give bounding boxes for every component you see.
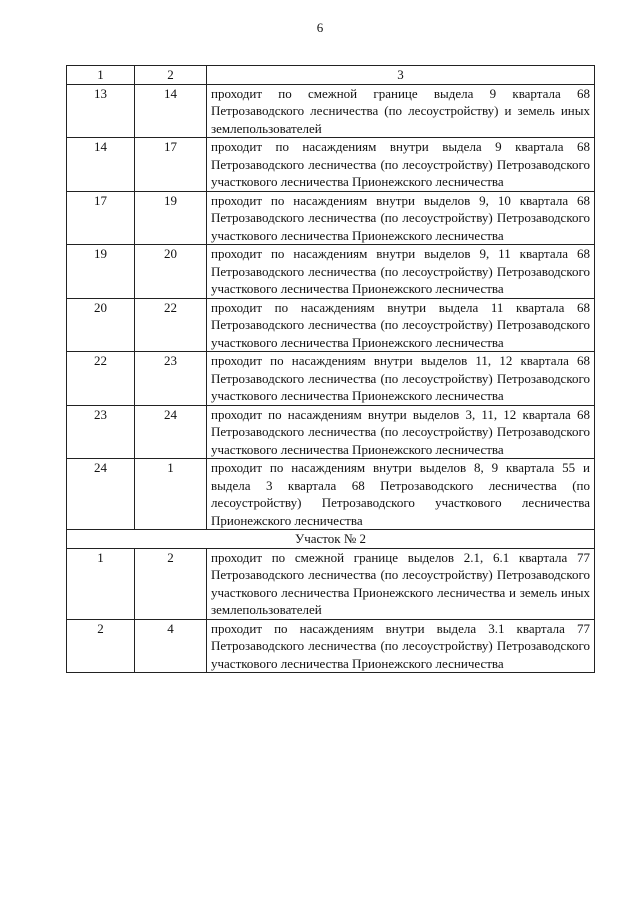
from-point: 20 xyxy=(67,298,135,352)
table-row xyxy=(67,548,595,619)
boundary-description: проходит по насаждениям внутри выдела 3.1 квартала 77 Петрозаводского лесничества (по лесоустройству) Петрозаводского участкового лесничества Прионежского лесничества xyxy=(207,619,595,673)
table-row xyxy=(67,619,595,673)
page-number: 6 xyxy=(316,20,324,35)
boundary-description: проходит по насаждениям внутри выдела 11 квартала 68 Петрозаводского лесничества (по лесоустройству) Петрозаводского участкового лесничества Прионежского лесничества xyxy=(207,298,595,352)
from-point: 22 xyxy=(67,352,135,406)
from-point: 1 xyxy=(67,548,135,619)
to-point: 4 xyxy=(135,619,207,673)
from-point: 2 xyxy=(67,619,135,673)
table-row xyxy=(67,405,595,459)
to-point: 19 xyxy=(135,191,207,245)
table-header-row xyxy=(67,66,595,85)
boundary-description: проходит по смежной границе выделов 2.1, 6.1 квартала 77 Петрозаводского лесничества (по лесоустройству) Петрозаводского участкового лесничества Прионежского лесничества и земель иных землепользователей xyxy=(207,548,595,619)
to-point: 22 xyxy=(135,298,207,352)
boundary-description: проходит по смежной границе выдела 9 квартала 68 Петрозаводского лесничества (по лесоустройству) и земель иных землепользователей xyxy=(207,84,595,138)
from-point: 17 xyxy=(67,191,135,245)
column-header-2: 2 xyxy=(135,66,207,85)
from-point: 19 xyxy=(67,245,135,299)
table-row xyxy=(67,352,595,406)
from-point: 13 xyxy=(67,84,135,138)
boundary-description: проходит по насаждениям внутри выделов 9, 10 квартала 68 Петрозаводского лесничества (по лесоустройству) Петрозаводского участкового лесничества Прионежского лесничества xyxy=(207,191,595,245)
from-point: 14 xyxy=(67,138,135,192)
column-header-3: 3 xyxy=(207,66,595,85)
boundary-description: проходит по насаждениям внутри выдела 9 квартала 68 Петрозаводского лесничества (по лесоустройству) Петрозаводского участкового лесничества Прионежского лесничества xyxy=(207,138,595,192)
table-row xyxy=(67,191,595,245)
to-point: 24 xyxy=(135,405,207,459)
boundary-description: проходит по насаждениям внутри выделов 11, 12 квартала 68 Петрозаводского лесничества (по лесоустройству) Петрозаводского участкового лесничества Прионежского лесничества xyxy=(207,352,595,406)
table-row xyxy=(67,459,595,530)
table-row xyxy=(67,245,595,299)
to-point: 14 xyxy=(135,84,207,138)
boundary-description: проходит по насаждениям внутри выделов 9, 11 квартала 68 Петрозаводского лесничества (по лесоустройству) Петрозаводского участкового лесничества Прионежского лесничества xyxy=(207,245,595,299)
table-row xyxy=(67,84,595,138)
boundary-description-table xyxy=(66,65,595,673)
boundary-description: проходит по насаждениям внутри выделов 8, 9 квартала 55 и выдела 3 квартала 68 Петрозаводского лесничества (по лесоустройству) Петрозаводского участкового лесничества Прионежского лесничества xyxy=(207,459,595,530)
table-row xyxy=(67,298,595,352)
table-row xyxy=(67,138,595,192)
section-title: Участок № 2 xyxy=(67,530,595,549)
to-point: 20 xyxy=(135,245,207,299)
to-point: 23 xyxy=(135,352,207,406)
boundary-description: проходит по насаждениям внутри выделов 3, 11, 12 квартала 68 Петрозаводского лесничества (по лесоустройству) Петрозаводского участкового лесничества Прионежского лесничества xyxy=(207,405,595,459)
from-point: 23 xyxy=(67,405,135,459)
column-header-1: 1 xyxy=(67,66,135,85)
section-row xyxy=(67,530,595,549)
to-point: 17 xyxy=(135,138,207,192)
from-point: 24 xyxy=(67,459,135,530)
to-point: 1 xyxy=(135,459,207,530)
to-point: 2 xyxy=(135,548,207,619)
